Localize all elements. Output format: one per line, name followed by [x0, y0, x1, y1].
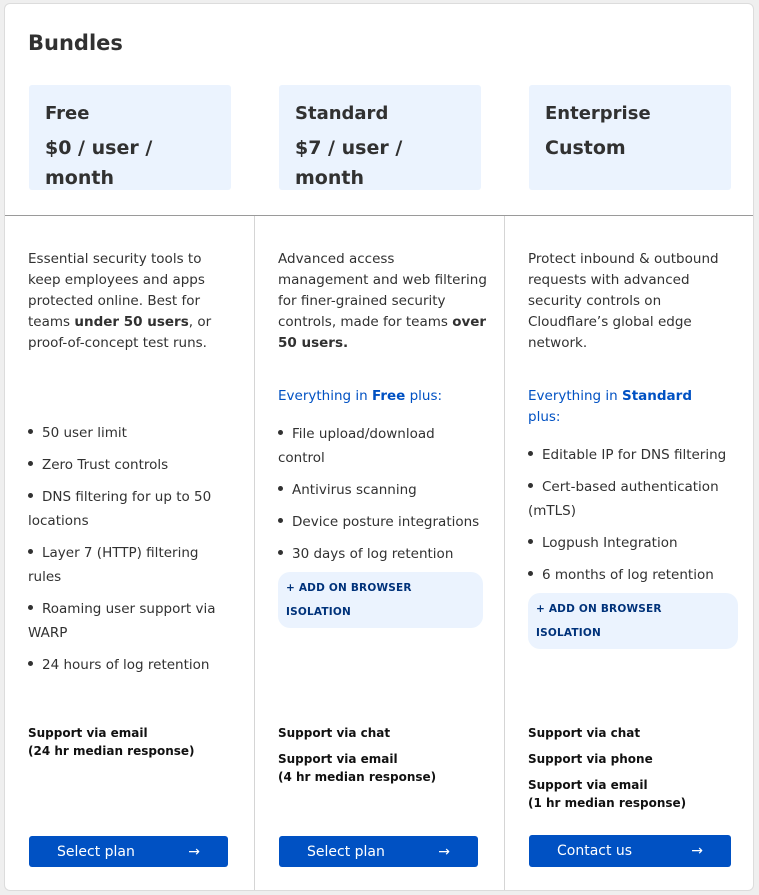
support-item: Support via chat	[278, 726, 391, 740]
support-item: Support via phone	[528, 752, 653, 766]
support-item	[28, 724, 195, 760]
feature-text: 50 user limit	[42, 425, 127, 441]
support-item	[278, 750, 436, 786]
support-text: Support via email	[278, 752, 398, 766]
plus-text: plus:	[528, 409, 561, 425]
plus-text: plus:	[405, 388, 443, 404]
desc-bold: under 50 users	[74, 314, 189, 330]
desc-text: Essential security tools to keep employees and apps protected online. Best for teams	[28, 251, 205, 330]
support-info	[278, 724, 436, 794]
bundles-card	[4, 3, 754, 891]
list-item	[28, 485, 233, 533]
list-item	[278, 542, 483, 566]
plus-plan: Standard	[621, 388, 692, 404]
plan-price: $0 / user / month	[45, 137, 153, 189]
feature-text: File upload/download control	[278, 426, 435, 466]
list-item	[28, 541, 233, 589]
support-text: (4 hr median response)	[278, 770, 437, 784]
feature-text: Roaming user support via WARP	[28, 601, 216, 641]
bullet-icon	[528, 451, 533, 456]
feature-text: 30 days of log retention	[292, 546, 454, 562]
plan-column-enterprise	[504, 216, 754, 890]
bullet-icon	[278, 486, 283, 491]
support-text: Support via email	[528, 778, 648, 792]
feature-text: 6 months of log retention	[542, 567, 714, 583]
button-label: Contact us	[557, 843, 633, 859]
plus-text: Everything in	[528, 388, 622, 404]
includes-previous	[528, 386, 708, 428]
support-text: (1 hr median response)	[528, 796, 687, 810]
support-item	[528, 776, 686, 812]
feature-text: 24 hours of log retention	[42, 657, 210, 673]
feature-text: Logpush Integration	[542, 535, 678, 551]
bullet-icon	[28, 605, 33, 610]
list-item	[528, 531, 738, 555]
button-label: Select plan	[57, 843, 135, 860]
list-item	[28, 653, 233, 677]
list-item	[28, 421, 233, 445]
add-on-browser-isolation-button[interactable]: + ADD ON BROWSER ISOLATION	[528, 593, 738, 649]
select-plan-free-button[interactable]	[29, 836, 228, 867]
feature-text: Cert-based authentication (mTLS)	[528, 479, 719, 519]
bullet-icon	[528, 483, 533, 488]
list-item	[278, 574, 483, 628]
plus-plan: Free	[371, 388, 406, 404]
plan-name: Standard	[295, 103, 389, 124]
feature-list	[28, 421, 233, 685]
list-item	[528, 443, 738, 467]
list-item	[278, 478, 483, 502]
arrow-right-icon: →	[691, 843, 703, 859]
desc-text: Advanced access management and web filtering for finer-grained security controls, made for teams	[278, 251, 487, 330]
plan-header-standard	[279, 85, 481, 190]
support-text: Support via email	[28, 726, 148, 740]
feature-text: Editable IP for DNS filtering	[542, 447, 727, 463]
add-on-browser-isolation-button[interactable]: + ADD ON BROWSER ISOLATION	[278, 572, 483, 628]
feature-list	[528, 443, 738, 657]
support-text: (24 hr median response)	[28, 744, 195, 758]
list-item	[278, 422, 483, 470]
bullet-icon	[28, 549, 33, 554]
feature-list	[278, 422, 483, 636]
feature-text: Zero Trust controls	[42, 457, 169, 473]
bullet-icon	[278, 430, 283, 435]
bullet-icon	[28, 661, 33, 666]
page-title: Bundles	[28, 31, 123, 55]
plan-name: Enterprise	[545, 103, 651, 124]
plus-text: Everything in	[278, 388, 372, 404]
list-item	[528, 595, 738, 649]
plan-column-free	[5, 216, 255, 890]
button-label: Select plan	[307, 843, 385, 860]
plan-description: Protect inbound & outbound requests with advanced security controls on Cloudflare’s global edge network.	[528, 251, 719, 351]
plan-header-enterprise	[529, 85, 731, 190]
arrow-right-icon: →	[188, 843, 200, 860]
support-info	[528, 724, 686, 820]
plan-price: $7 / user / month	[295, 137, 403, 189]
plan-description	[278, 249, 488, 354]
select-plan-standard-button[interactable]	[279, 836, 478, 867]
feature-text: Antivirus scanning	[292, 482, 417, 498]
plan-column-standard	[254, 216, 504, 890]
includes-previous	[278, 386, 478, 407]
feature-text: DNS filtering for up to 50 locations	[28, 489, 212, 529]
bullet-icon	[278, 550, 283, 555]
contact-us-button[interactable]	[529, 835, 731, 867]
plan-name: Free	[45, 103, 90, 124]
bullet-icon	[28, 461, 33, 466]
plan-header-free	[29, 85, 231, 190]
bullet-icon	[28, 493, 33, 498]
desc-bold: over 50 users.	[278, 314, 487, 351]
list-item	[28, 453, 233, 477]
support-info	[28, 724, 195, 768]
bullet-icon	[528, 539, 533, 544]
list-item	[278, 510, 483, 534]
bullet-icon	[528, 571, 533, 576]
feature-text: Layer 7 (HTTP) filtering rules	[28, 545, 199, 585]
bullet-icon	[278, 518, 283, 523]
list-item	[28, 597, 233, 645]
plan-description	[28, 249, 238, 354]
list-item	[528, 475, 738, 523]
desc-text: , or proof-of-concept test runs.	[28, 314, 212, 351]
plan-price: Custom	[545, 137, 626, 159]
support-item: Support via chat	[528, 726, 641, 740]
feature-text: Device posture integrations	[292, 514, 480, 530]
list-item	[528, 563, 738, 587]
bullet-icon	[28, 429, 33, 434]
arrow-right-icon: →	[438, 843, 450, 860]
